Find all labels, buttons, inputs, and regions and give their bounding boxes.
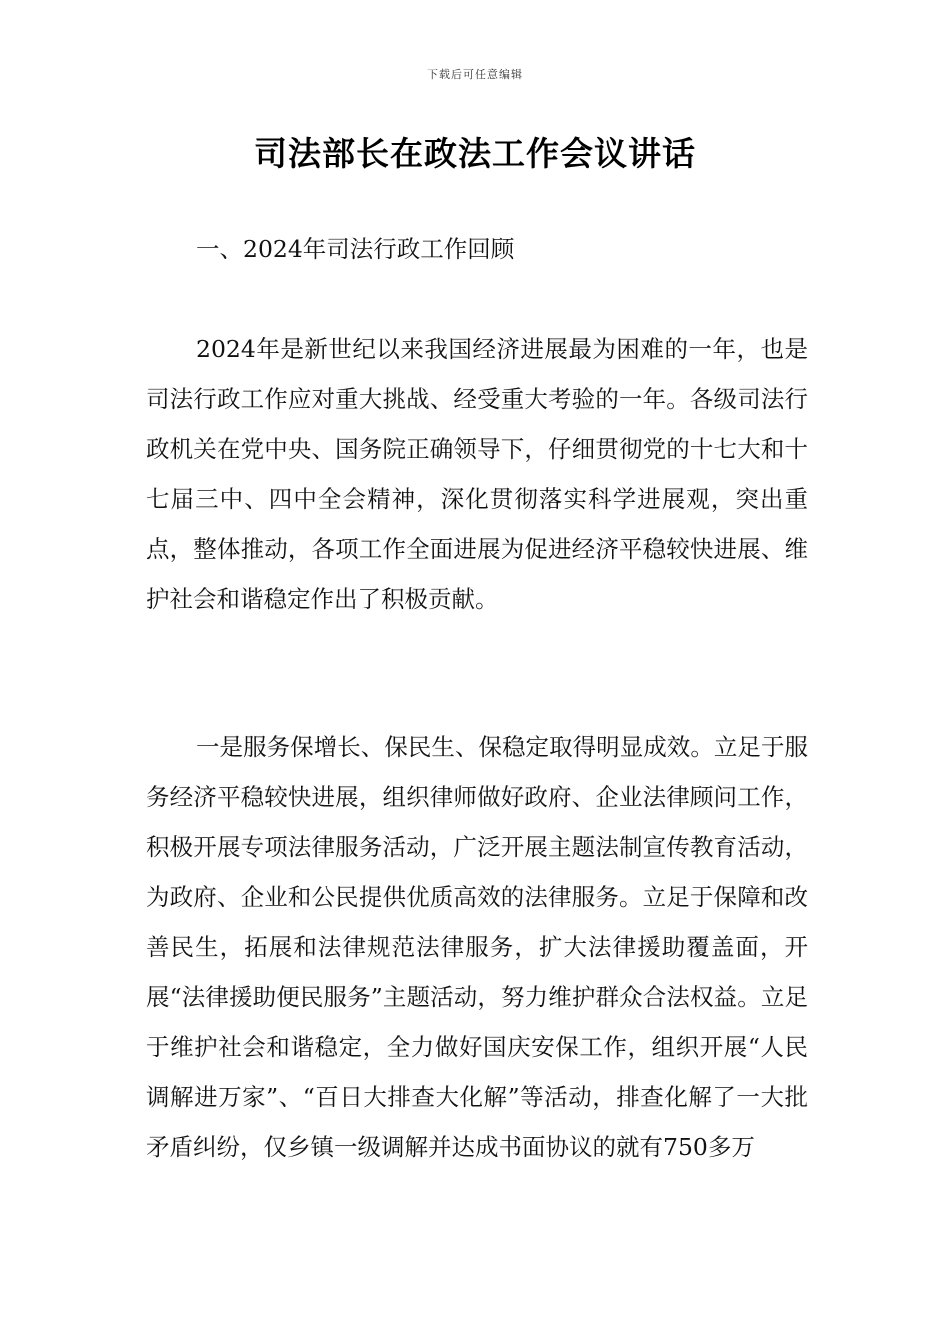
header-note: 下载后可任意编辑 — [427, 68, 523, 81]
document-title: 司法部长在政法工作会议讲话 — [254, 134, 696, 173]
section-heading: 一、2024年司法行政工作回顾 — [196, 235, 515, 263]
paragraph-review-summary: 2024年是新世纪以来我国经济进展最为困难的一年，也是司法行政工作应对重大挑战、经受重大考验的一年。各级司法行政机关在党中央、国务院正确领导下，仔细贯彻党的十七大和十七届三中、四中全会精神，深化贯彻落实科学进展观，突出重点，整体推动，各项工作全面进展为促进经济平稳较快进展、维护社会和谐稳定作出了积极贡献。 — [146, 335, 808, 613]
paragraph-service-achievements: 一是服务保增长、保民生、保稳定取得明显成效。立足于服务经济平稳较快进展，组织律师做好政府、企业法律顾问工作，积极开展专项法律服务活动，广泛开展主题法制宣传教育活动，为政府、企业和公民提供优质高效的法律服务。立足于保障和改善民生，拓展和法律规范法律服务，扩大法律援助覆盖面，开展“法律援助便民服务”主题活动，努力维护群众合法权益。立足于维护社会和谐稳定，全力做好国庆安保工作，组织开展“人民调解进万家”、“百日大排查大化解”等活动，排查化解了一大批矛盾纠纷，仅乡镇一级调解并达成书面协议的就有750多万 — [146, 733, 808, 1161]
